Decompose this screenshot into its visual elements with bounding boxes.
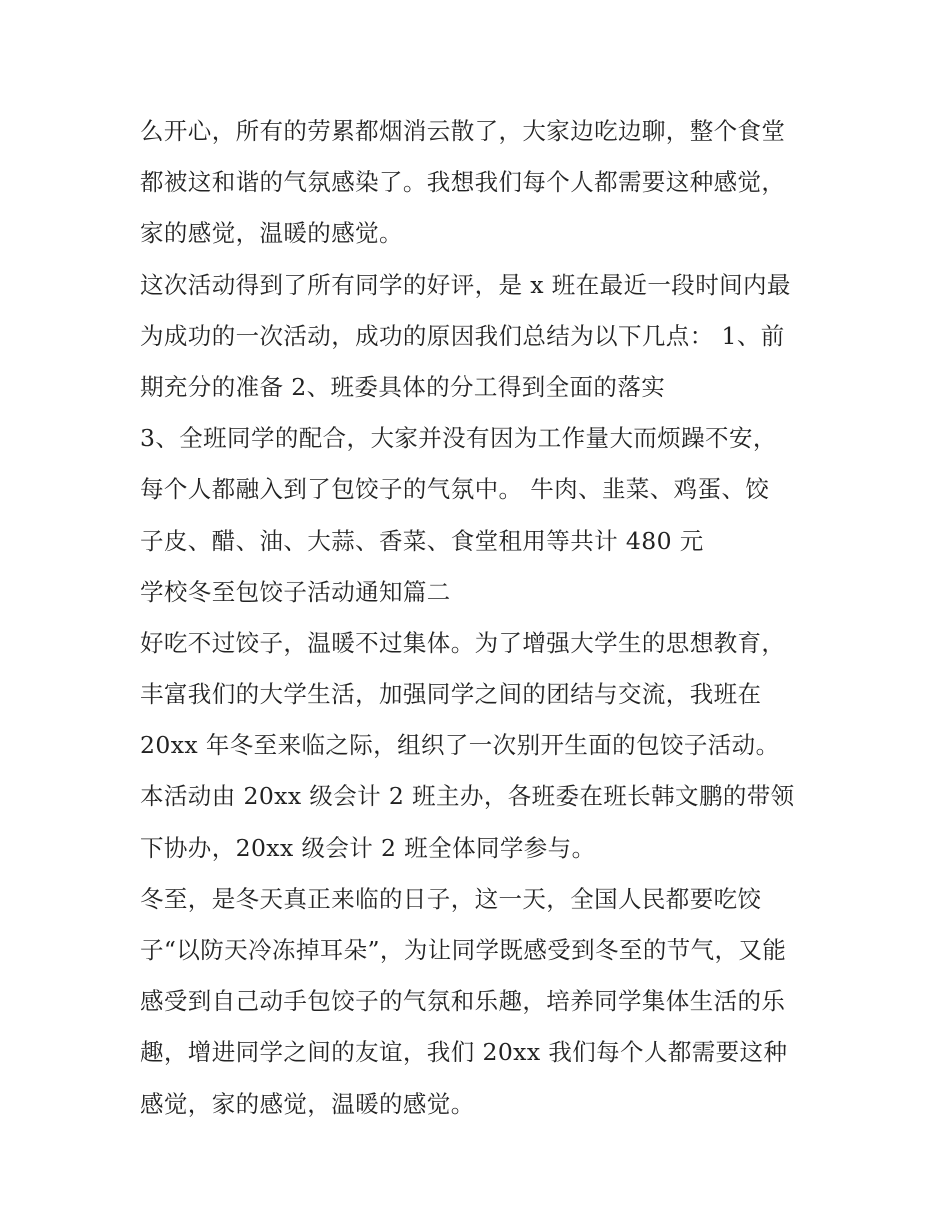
text-line: 本活动由 20xx 级会计 2 班主办，各班委在班长韩文鹏的带领: [140, 782, 795, 811]
text-line: 每个人都融入到了包饺子的气氛中。 牛肉、韭菜、鸡蛋、饺: [140, 475, 770, 504]
text-line: 都被这和谐的气氛感染了。我想我们每个人都需要这种感觉，: [140, 168, 786, 197]
document-body: [140, 106, 820, 1130]
section-heading: 学校冬至包饺子活动通知篇二: [140, 577, 451, 606]
text-line: 么开心，所有的劳累都烟消云散了，大家边吃边聊，整个食堂: [140, 117, 786, 145]
text-line: 感受到自己动手包饺子的气氛和乐趣，培养同学集体生活的乐: [140, 987, 786, 1016]
text-line: 子“以防天冷冻掉耳朵”，为让同学既感受到冬至的节气，又能: [140, 936, 787, 964]
text-line: 家的感觉，温暖的感觉。: [140, 219, 403, 248]
text-line: 感觉，家的感觉，温暖的感觉。: [140, 1089, 475, 1118]
text-line: 为成功的一次活动，成功的原因我们总结为以下几点： 1、前: [140, 321, 785, 350]
text-line: 下协办，20xx 级会计 2 班全体同学参与。: [140, 833, 596, 862]
text-line: 丰富我们的大学生活，加强同学之间的团结与交流，我班在: [140, 680, 762, 709]
text-line: 20xx 年冬至来临之际，组织了一次别开生面的包饺子活动。: [140, 731, 780, 760]
text-line: 好吃不过饺子，温暖不过集体。为了增强大学生的思想教育，: [140, 628, 786, 657]
text-line: 冬至，是冬天真正来临的日子，这一天，全国人民都要吃饺: [140, 884, 762, 913]
text-line: 趣，增进同学之间的友谊，我们 20xx 我们每个人都需要这种: [140, 1038, 788, 1067]
text-line: 子皮、醋、油、大蒜、香菜、食堂租用等共计 480 元: [140, 526, 704, 555]
text-line: 3、全班同学的配合，大家并没有因为工作量大而烦躁不安，: [140, 424, 777, 453]
text-line: 期充分的准备 2、班委具体的分工得到全面的落实: [140, 372, 666, 401]
text-line: 这次活动得到了所有同学的好评，是 x 班在最近一段时间内最: [140, 270, 791, 299]
